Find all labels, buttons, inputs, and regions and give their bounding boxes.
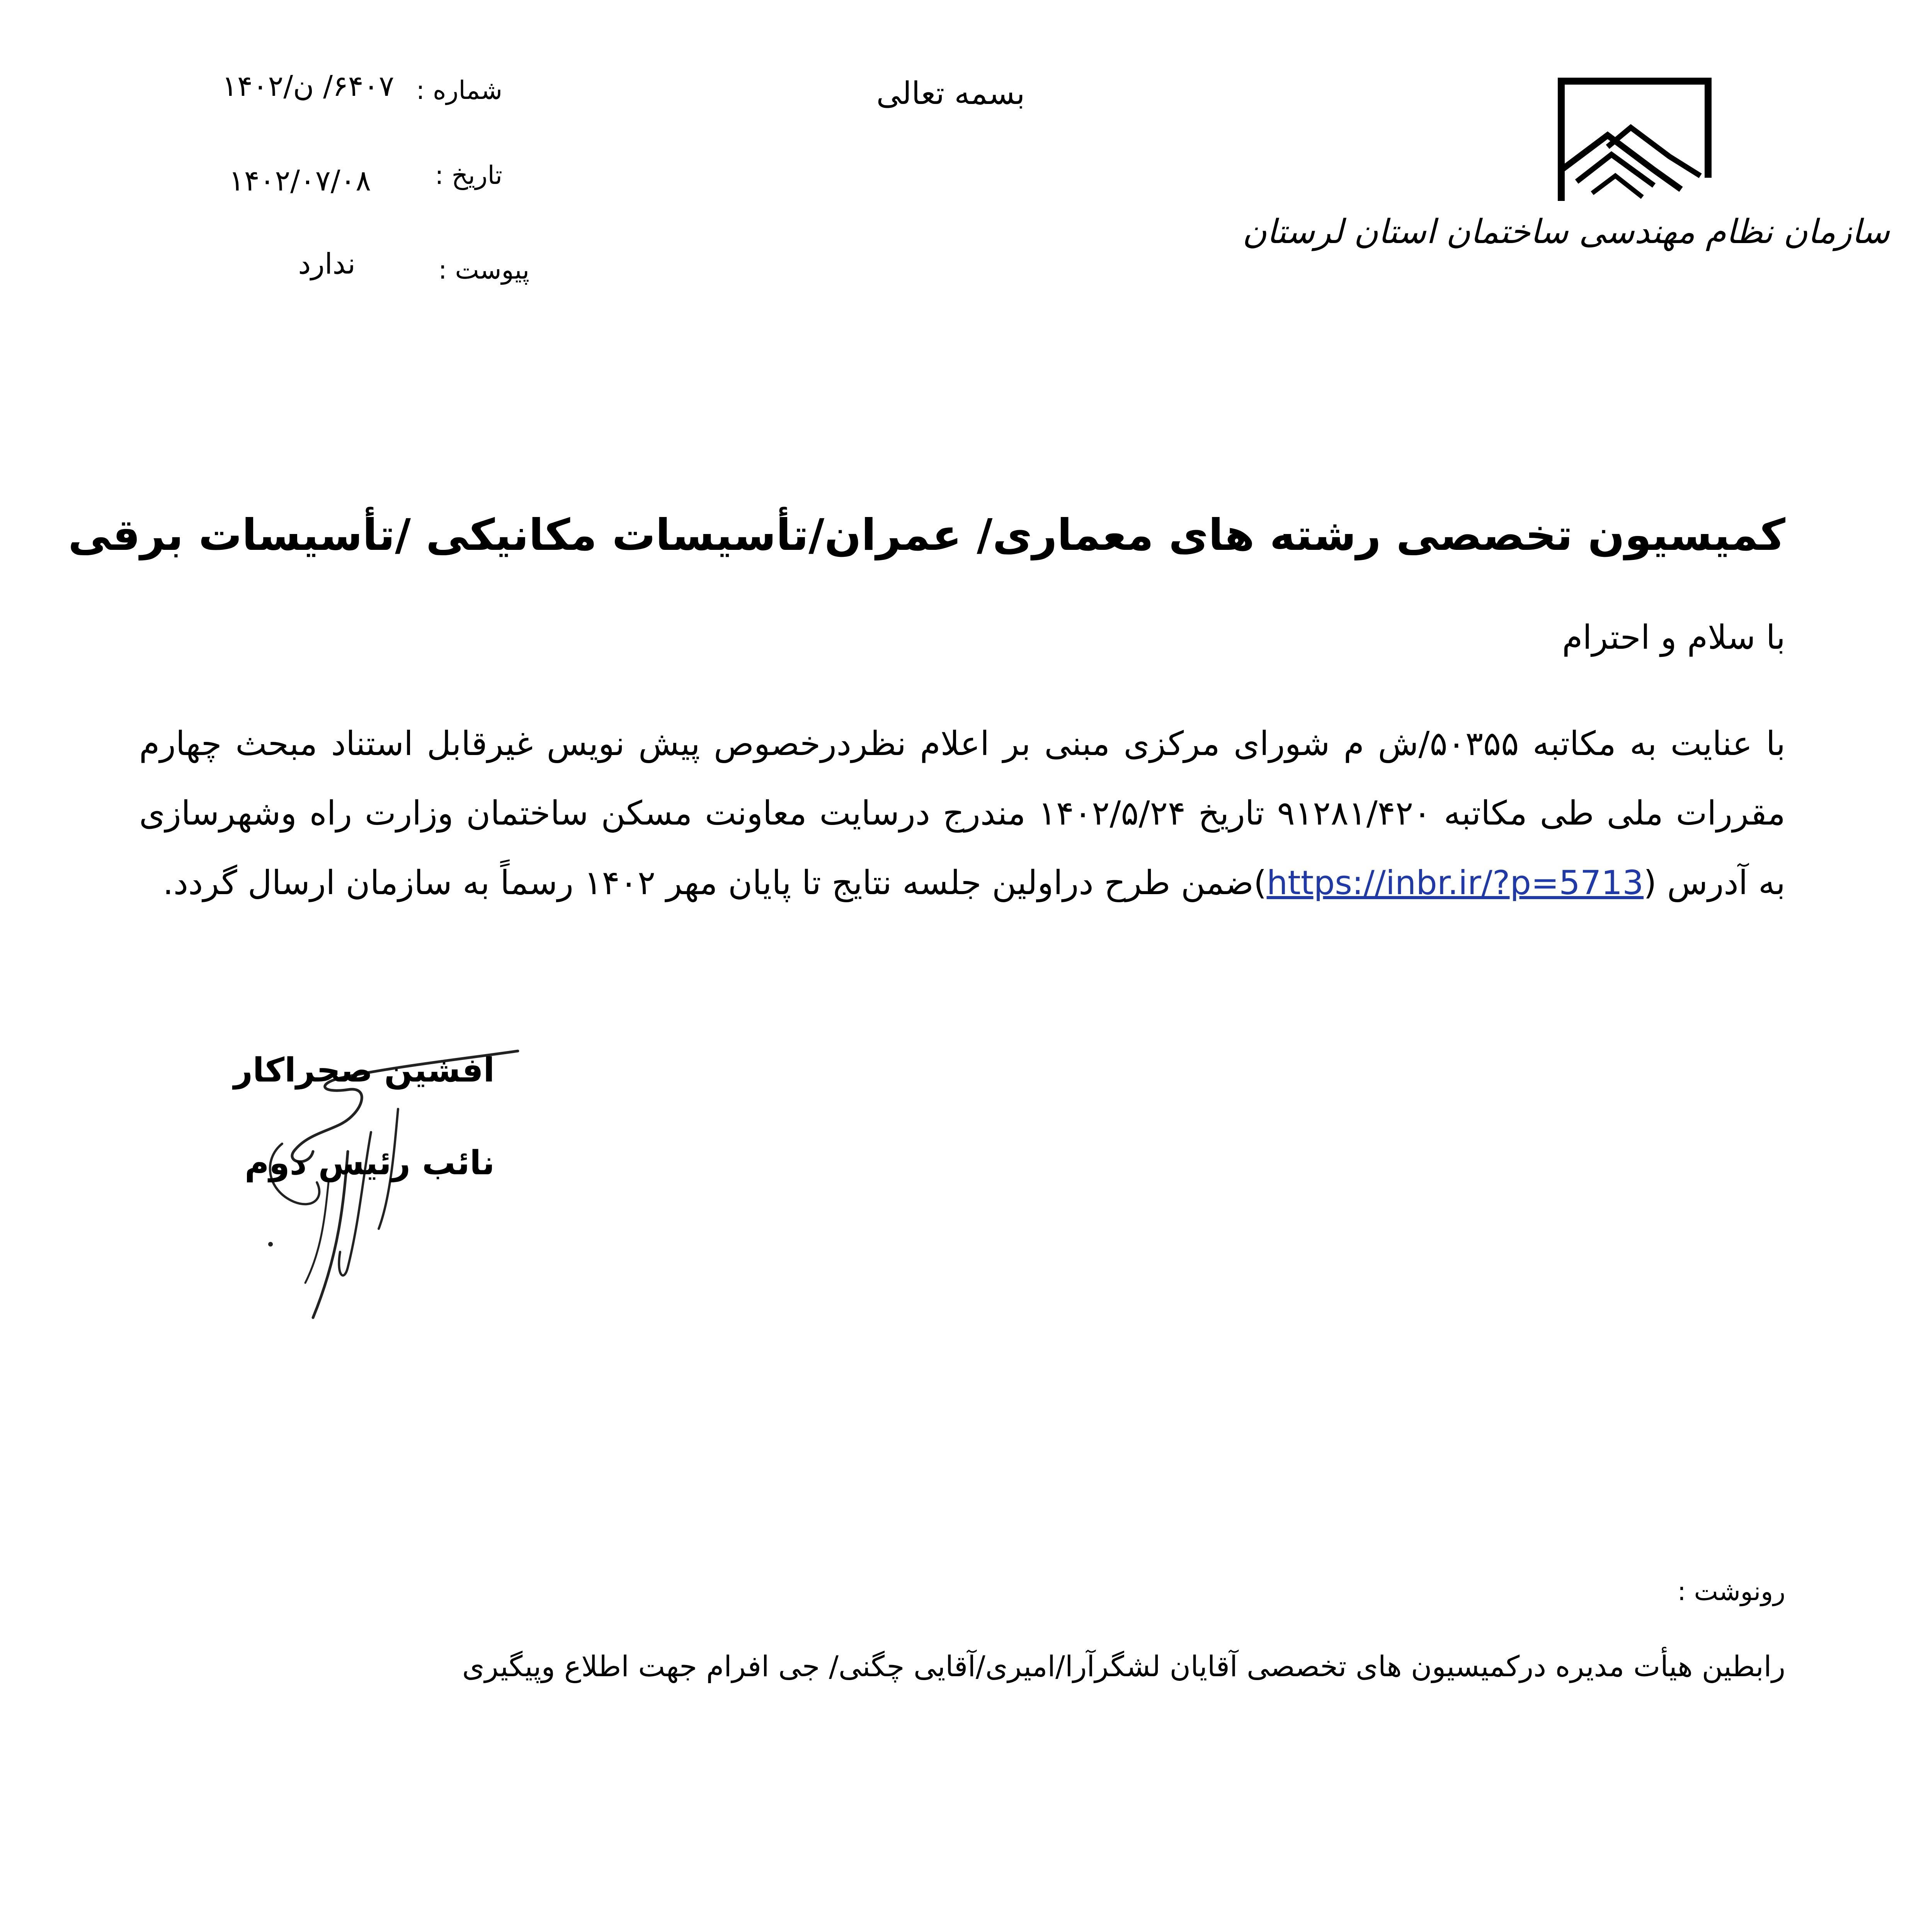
date-label: تاریخ : (435, 160, 502, 190)
number-label: شماره : (416, 75, 502, 105)
attachment-label: پیوست : (438, 255, 529, 285)
reference-link[interactable]: https://inbr.ir/?p=5713 (1266, 864, 1644, 902)
letter-number: ۶۴۰۷/ ن/۱۴۰۲ (222, 70, 394, 103)
greeting: با سلام و احترام (1562, 618, 1785, 657)
body-text-after-link: )ضمن طرح دراولین جلسه نتایج تا پایان مهر ۱۴۰۲ رسماً به سازمان ارسال گردد. (163, 864, 1267, 902)
organization-name: سازمان نظام مهندسی ساختمان استان لرستان (1242, 213, 1890, 251)
letter-subject: کمیسیون تخصصی رشته های معماری/ عمران/تأسیسات مکانیکی /تأسیسات برقی (68, 510, 1785, 560)
building-logo-icon (1554, 73, 1716, 209)
cc-label: رونوشت : (1677, 1577, 1785, 1606)
letter-body (139, 709, 1785, 918)
organization-logo (1242, 66, 1890, 282)
signatory-name: افشین صحراکار (233, 1051, 495, 1090)
attachment-value: ندارد (298, 247, 356, 281)
body-text-before-link: با عنایت به مکاتبه ۵۰۳۵۵/ش م شورای مرکزی مبنی بر اعلام نظردرخصوص پیش نویس غیرقابل استناد مبحث چهارم مقررات ملی طی مکاتبه ۹۱۲۸۱/۴۲۰ تاریخ ۱۴۰۲/۵/۲۴ مندرج درسایت معاونت مسکن ساختمان وزارت راه وشهرسازی به آدرس ( (139, 724, 1785, 902)
letter-date: ۱۴۰۲/۰۷/۰۸ (229, 164, 371, 197)
signatory-title: نائب رئیس دوم (245, 1144, 495, 1182)
basmala: بسمه تعالی (876, 75, 1025, 111)
cc-recipients: رابطین هیأت مدیره درکمیسیون های تخصصی آقایان لشگرآرا/امیری/آقایی چگنی/ جی افرام جهت اطلاع وپیگیری (462, 1650, 1785, 1683)
